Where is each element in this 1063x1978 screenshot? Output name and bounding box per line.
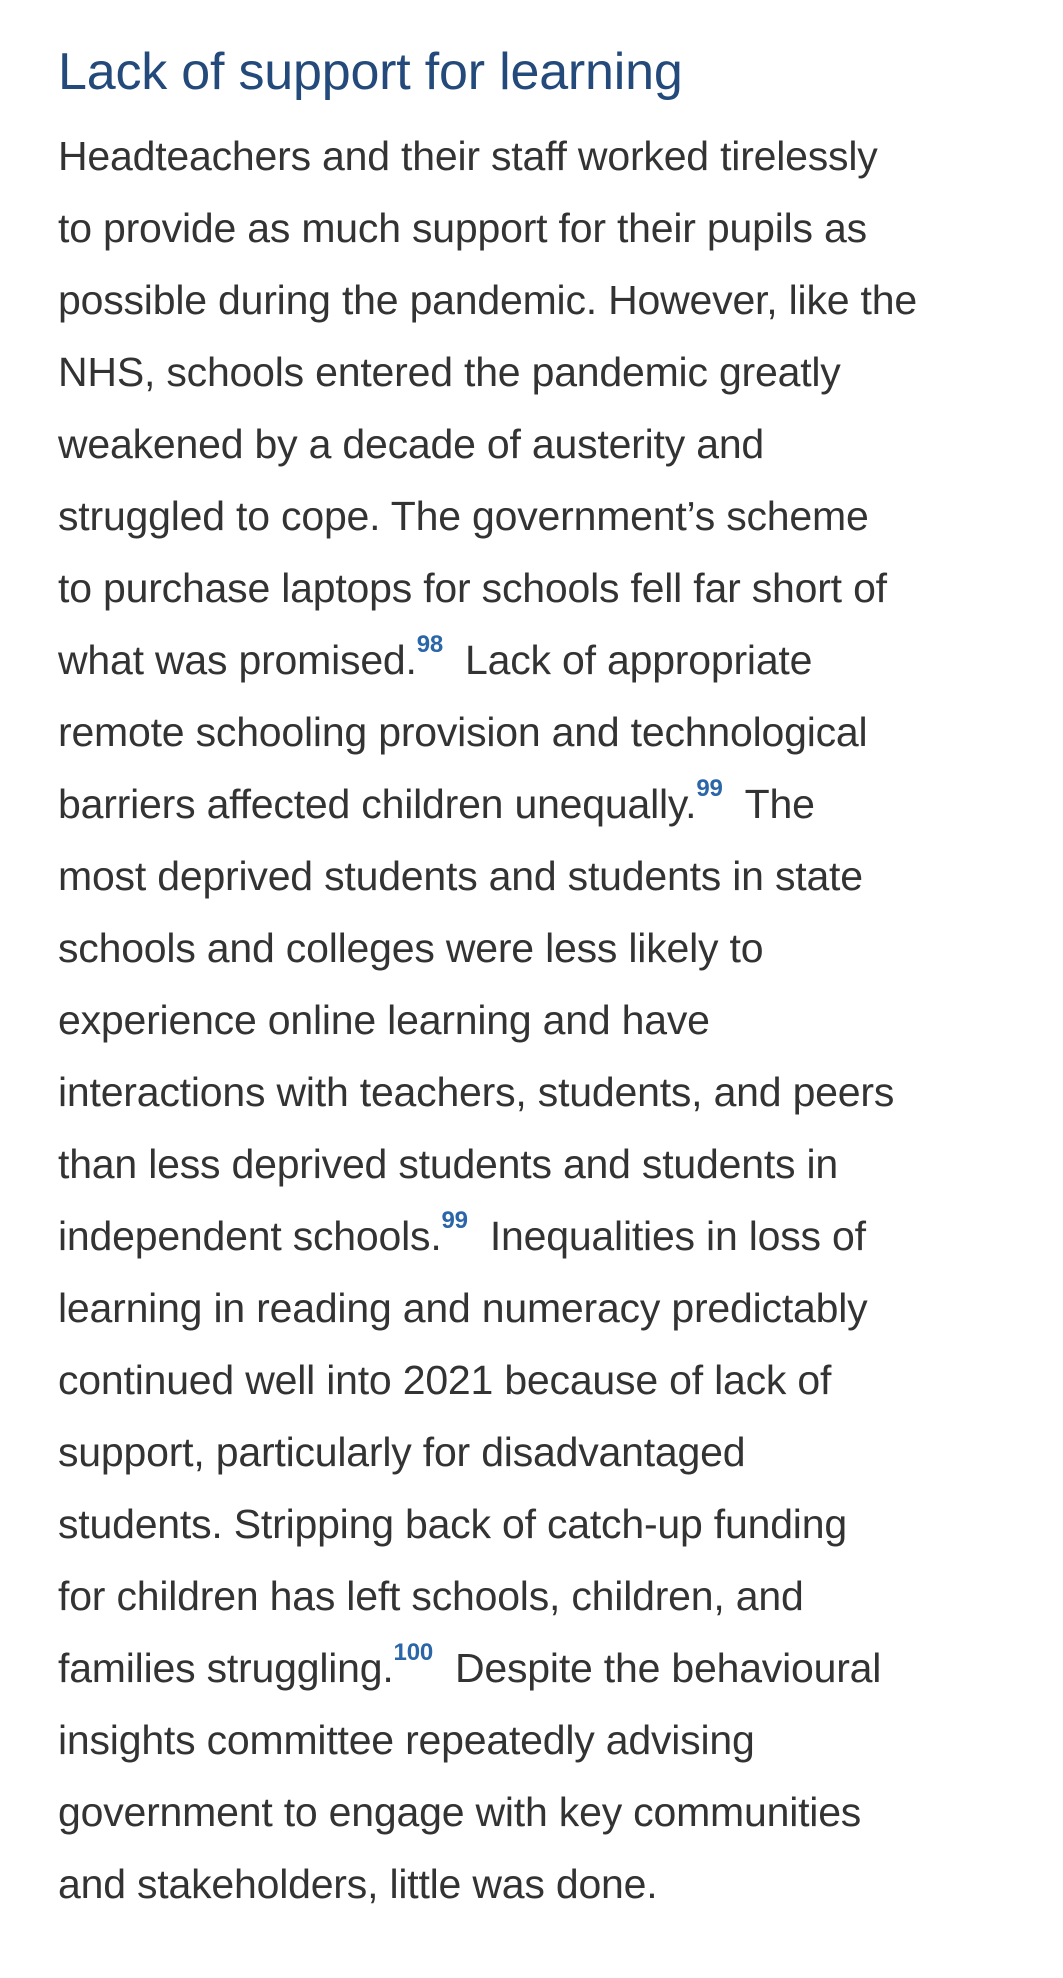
text-line: support, particularly for disadvantaged: [58, 1429, 746, 1475]
reference-link-98[interactable]: 98: [416, 631, 444, 659]
text-line: weakened by a decade of austerity and: [58, 421, 765, 467]
text-line: experience online learning and have: [58, 997, 710, 1043]
section-heading: Lack of support for learning: [58, 43, 683, 101]
text-segment: independent schools.: [58, 1213, 442, 1259]
text-line: [58, 1200, 1018, 1272]
text-line: possible during the pandemic. However, like the: [58, 277, 917, 323]
text-segment: Lack of appropriate: [465, 637, 813, 683]
text-line: schools and colleges were less likely to: [58, 925, 764, 971]
text-segment: Inequalities in loss of: [489, 1213, 866, 1259]
text-line: Headteachers and their staff worked tirelessly: [58, 133, 878, 179]
text-line: [58, 768, 1018, 840]
text-line: insights committee repeatedly advising: [58, 1717, 755, 1763]
text-line: most deprived students and students in state: [58, 853, 863, 899]
text-line: learning in reading and numeracy predictably: [58, 1285, 868, 1331]
body-paragraph: [58, 120, 1018, 1920]
text-segment: what was promised.: [58, 637, 417, 683]
text-line: [58, 624, 1018, 696]
text-line: to provide as much support for their pupils as: [58, 205, 867, 251]
text-line: continued well into 2021 because of lack of: [58, 1357, 832, 1403]
text-line: remote schooling provision and technological: [58, 709, 868, 755]
text-line: students. Stripping back of catch-up funding: [58, 1501, 847, 1547]
text-line: government to engage with key communities: [58, 1789, 862, 1835]
text-segment: The: [744, 781, 815, 827]
text-line: interactions with teachers, students, and peers: [58, 1069, 895, 1115]
reference-link-99[interactable]: 99: [441, 1207, 468, 1235]
text-line: NHS, schools entered the pandemic greatly: [58, 349, 841, 395]
text-line: to purchase laptops for schools fell far short of: [58, 565, 887, 611]
text-segment: families struggling.: [58, 1645, 394, 1691]
article-section: [58, 38, 1018, 1920]
text-line: for children has left schools, children, and: [58, 1573, 804, 1619]
text-segment: barriers affected children unequally.: [58, 781, 697, 827]
text-line: struggled to cope. The government’s scheme: [58, 493, 869, 539]
reference-link-99[interactable]: 99: [696, 775, 723, 803]
text-line: [58, 1632, 1018, 1704]
reference-link-100[interactable]: 100: [393, 1639, 433, 1667]
text-line: than less deprived students and students in: [58, 1141, 839, 1187]
text-segment: Despite the behavioural: [455, 1645, 882, 1691]
text-line: and stakeholders, little was done.: [58, 1861, 658, 1907]
